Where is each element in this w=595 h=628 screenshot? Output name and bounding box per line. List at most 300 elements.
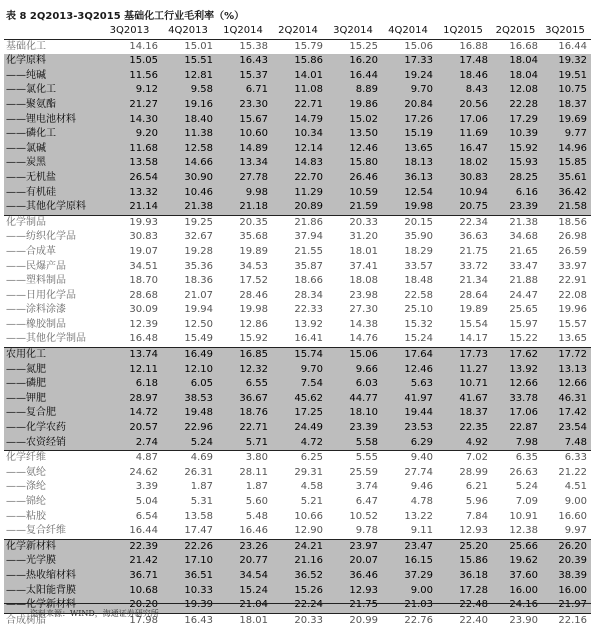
row-label: 农用化工 (4, 348, 100, 363)
value-cell: 3.74 (355, 481, 378, 493)
value-cell: 10.94 (437, 186, 492, 201)
value-cell: 12.66 (492, 377, 542, 392)
value-cell: 10.91 (509, 510, 538, 522)
value-cell: 35.90 (404, 231, 433, 243)
value-cell: 10.68 (100, 584, 162, 599)
row-label: ——农资经销 (4, 436, 100, 451)
value-cell: 9.40 (382, 451, 437, 466)
table-row (4, 554, 591, 569)
value-cell: 14.79 (272, 113, 327, 128)
value-cell: 10.39 (492, 127, 542, 142)
row-label: ——光学膜 (4, 554, 100, 569)
value-cell: 23.26 (217, 539, 272, 554)
row-label: 基础化工 (6, 40, 46, 52)
table-title: 表 8 2Q2013-3Q2015 基础化工行业毛利率（%） (6, 11, 245, 22)
table-row (4, 363, 591, 378)
value-cell: 11.08 (272, 83, 327, 98)
value-cell: 21.07 (184, 289, 213, 301)
value-cell: 21.38 (162, 200, 217, 215)
value-cell: 19.51 (542, 69, 591, 84)
value-cell: 9.46 (410, 481, 433, 493)
value-cell: 20.84 (382, 98, 437, 113)
table-row (4, 318, 591, 333)
value-cell: 18.46 (437, 69, 492, 84)
value-cell: 15.22 (509, 333, 538, 345)
value-cell: 35.61 (542, 171, 591, 186)
value-cell: 4.58 (300, 481, 323, 493)
value-cell: 7.84 (465, 510, 488, 522)
value-cell: 21.65 (509, 245, 538, 257)
value-cell: 22.34 (437, 215, 492, 230)
value-cell: 20.75 (437, 200, 492, 215)
value-cell: 6.18 (100, 377, 162, 392)
row-label: 化学纤维 (4, 451, 100, 466)
row-label: ——合成革 (6, 245, 56, 257)
row-label: 合成树脂 (4, 613, 100, 628)
value-cell: 12.11 (100, 363, 162, 378)
value-cell: 23.47 (382, 539, 437, 554)
value-cell: 19.16 (162, 98, 217, 113)
value-cell: 18.01 (349, 245, 378, 257)
row-label: 化学原料 (4, 54, 100, 69)
value-cell: 17.06 (437, 113, 492, 128)
value-cell: 21.88 (509, 275, 538, 287)
value-cell: 15.38 (239, 40, 268, 52)
value-cell: 11.27 (437, 363, 492, 378)
value-cell: 16.15 (382, 554, 437, 569)
value-cell: 11.38 (162, 127, 217, 142)
value-cell: 38.53 (162, 392, 217, 407)
value-cell: 12.66 (542, 377, 591, 392)
value-cell: 17.26 (382, 113, 437, 128)
value-cell: 4.92 (437, 436, 492, 451)
value-cell: 14.16 (129, 40, 158, 52)
value-cell: 11.68 (100, 142, 162, 157)
value-cell: 16.41 (294, 333, 323, 345)
value-cell: 13.32 (100, 186, 162, 201)
value-cell: 15.25 (349, 40, 378, 52)
value-cell: 17.72 (542, 348, 591, 363)
row-label: ——纺织化学品 (6, 231, 76, 243)
value-cell: 23.53 (382, 421, 437, 436)
value-cell: 24.47 (509, 289, 538, 301)
value-cell: 16.44 (327, 69, 382, 84)
value-cell: 45.62 (272, 392, 327, 407)
value-cell: 17.28 (437, 584, 492, 599)
value-cell: 36.18 (437, 569, 492, 584)
value-cell: 10.75 (542, 83, 591, 98)
value-cell: 44.77 (327, 392, 382, 407)
value-cell: 33.97 (558, 260, 587, 272)
value-cell: 7.09 (515, 496, 538, 507)
value-cell: 18.13 (382, 156, 437, 171)
value-cell: 15.92 (492, 142, 542, 157)
table-row (4, 421, 591, 436)
table-row (4, 377, 591, 392)
value-cell: 21.04 (217, 598, 272, 613)
value-cell: 19.96 (558, 304, 587, 316)
value-cell: 23.39 (492, 200, 542, 215)
row-label: ——化学新材料 (4, 598, 100, 613)
row-label: ——无机盐 (4, 171, 100, 186)
value-cell: 16.20 (327, 54, 382, 69)
value-cell: 35.36 (184, 260, 213, 272)
value-cell: 14.17 (459, 333, 488, 345)
table-row (4, 142, 591, 157)
value-cell: 19.89 (239, 245, 268, 257)
value-cell: 6.29 (382, 436, 437, 451)
row-label: ——太阳能背膜 (4, 584, 100, 599)
value-cell: 17.62 (492, 348, 542, 363)
row-label: ——涤纶 (6, 481, 46, 493)
value-cell: 26.20 (542, 539, 591, 554)
value-cell: 18.04 (492, 54, 542, 69)
value-cell: 33.72 (459, 260, 488, 272)
value-cell: 19.94 (184, 304, 213, 316)
table-row (4, 186, 591, 201)
table-row (4, 524, 591, 539)
row-label: ——氮肥 (4, 363, 100, 378)
value-cell: 1.87 (245, 481, 268, 493)
value-cell: 5.60 (245, 496, 268, 507)
value-cell: 16.47 (437, 142, 492, 157)
table-row (4, 539, 591, 554)
value-cell: 21.75 (327, 598, 382, 613)
value-cell: 27.78 (217, 171, 272, 186)
table-row (4, 171, 591, 186)
value-cell: 15.67 (217, 113, 272, 128)
value-cell: 2.74 (100, 436, 162, 451)
value-cell: 41.67 (437, 392, 492, 407)
value-cell: 10.60 (217, 127, 272, 142)
value-cell: 10.34 (272, 127, 327, 142)
value-cell: 33.57 (404, 260, 433, 272)
table-row (4, 200, 591, 215)
value-cell: 34.54 (217, 569, 272, 584)
table-row (4, 260, 591, 275)
value-cell: 16.00 (542, 584, 591, 599)
value-cell: 7.02 (437, 451, 492, 466)
value-cell: 19.69 (542, 113, 591, 128)
value-cell: 15.32 (404, 318, 433, 330)
value-cell: 18.01 (217, 613, 272, 628)
value-cell: 36.51 (162, 569, 217, 584)
table-row (4, 436, 591, 451)
table-row (4, 510, 591, 525)
table-row (4, 569, 591, 584)
value-cell: 21.59 (327, 200, 382, 215)
value-cell: 20.39 (542, 554, 591, 569)
value-cell: 15.92 (239, 333, 268, 345)
value-cell: 15.86 (437, 554, 492, 569)
value-cell: 15.80 (327, 156, 382, 171)
value-cell: 23.98 (349, 289, 378, 301)
value-cell: 4.72 (272, 436, 327, 451)
value-cell: 22.26 (162, 539, 217, 554)
table-row (4, 83, 591, 98)
table-row (4, 303, 591, 318)
value-cell: 15.85 (542, 156, 591, 171)
value-cell: 9.66 (327, 363, 382, 378)
value-cell: 22.28 (492, 98, 542, 113)
row-label: 化学新材料 (4, 539, 100, 554)
value-cell: 9.78 (355, 525, 378, 537)
value-cell: 20.35 (217, 215, 272, 230)
value-cell: 26.46 (327, 171, 382, 186)
value-cell: 23.97 (327, 539, 382, 554)
value-cell: 18.56 (542, 215, 591, 230)
value-cell: 21.86 (272, 215, 327, 230)
source-note: 资料来源：WIND，海通证券研究所 (30, 609, 159, 618)
value-cell: 13.92 (294, 318, 323, 330)
value-cell: 20.89 (272, 200, 327, 215)
value-cell: 33.78 (492, 392, 542, 407)
value-cell: 27.30 (349, 304, 378, 316)
value-cell: 15.02 (327, 113, 382, 128)
table-row (4, 215, 591, 230)
value-cell: 22.08 (558, 289, 587, 301)
value-cell: 5.04 (135, 496, 158, 507)
value-cell: 25.65 (509, 304, 538, 316)
row-label: ——热收缩材料 (4, 569, 100, 584)
value-cell: 36.71 (100, 569, 162, 584)
value-cell: 15.05 (100, 54, 162, 69)
value-cell: 21.34 (459, 275, 488, 287)
value-cell: 24.21 (272, 539, 327, 554)
value-cell: 11.29 (272, 186, 327, 201)
row-label: ——氯碱 (4, 142, 100, 157)
value-cell: 15.26 (272, 584, 327, 599)
value-cell: 26.59 (558, 245, 587, 257)
value-cell: 5.48 (245, 510, 268, 522)
header-cell-period: 3Q2013 (100, 24, 162, 39)
value-cell: 13.50 (327, 127, 382, 142)
value-cell: 6.05 (162, 377, 217, 392)
value-cell: 22.39 (100, 539, 162, 554)
value-cell: 6.33 (542, 451, 591, 466)
value-cell: 22.87 (492, 421, 542, 436)
value-cell: 13.65 (558, 333, 587, 345)
header-cell-period: 3Q2014 (327, 24, 382, 39)
value-cell: 22.96 (162, 421, 217, 436)
table-row (4, 466, 591, 481)
value-cell: 15.06 (327, 348, 382, 363)
value-cell: 21.38 (492, 215, 542, 230)
value-cell: 5.71 (217, 436, 272, 451)
value-cell: 13.13 (542, 363, 591, 378)
table-row (4, 495, 591, 510)
row-label: ——磷化工 (4, 127, 100, 142)
value-cell: 17.33 (382, 54, 437, 69)
value-cell: 12.58 (162, 142, 217, 157)
table-row (4, 348, 591, 363)
table-row (4, 54, 591, 69)
value-cell: 37.41 (349, 260, 378, 272)
value-cell: 12.81 (162, 69, 217, 84)
value-cell: 5.24 (515, 481, 538, 493)
value-cell: 16.48 (129, 333, 158, 345)
value-cell: 15.97 (509, 318, 538, 330)
value-cell: 21.16 (272, 554, 327, 569)
value-cell: 20.20 (100, 598, 162, 613)
value-cell: 15.79 (294, 40, 323, 52)
value-cell: 27.74 (404, 466, 433, 478)
value-cell: 18.29 (404, 245, 433, 257)
value-cell: 23.54 (542, 421, 591, 436)
table-row (4, 69, 591, 84)
value-cell: 17.29 (492, 113, 542, 128)
table-row (4, 332, 591, 347)
value-cell: 17.52 (239, 275, 268, 287)
value-cell: 22.48 (437, 598, 492, 613)
value-cell: 14.66 (162, 156, 217, 171)
value-cell: 18.70 (129, 275, 158, 287)
row-label: ——锂电池材料 (4, 113, 100, 128)
value-cell: 22.16 (542, 613, 591, 628)
value-cell: 11.69 (437, 127, 492, 142)
value-cell: 16.00 (492, 584, 542, 599)
value-cell: 31.20 (349, 231, 378, 243)
value-cell: 17.47 (184, 525, 213, 537)
value-cell: 19.86 (327, 98, 382, 113)
value-cell: 14.30 (100, 113, 162, 128)
row-label: ——纯碱 (4, 69, 100, 84)
value-cell: 12.46 (382, 363, 437, 378)
value-cell: 20.33 (272, 613, 327, 628)
value-cell: 28.68 (129, 289, 158, 301)
value-cell: 19.98 (239, 304, 268, 316)
value-cell: 4.69 (162, 451, 217, 466)
row-label: ——复合肥 (4, 406, 100, 421)
value-cell: 12.93 (327, 584, 382, 599)
row-label: ——炭黑 (4, 156, 100, 171)
value-cell: 6.25 (272, 451, 327, 466)
header-cell-period: 4Q2013 (162, 24, 217, 39)
value-cell: 22.76 (382, 613, 437, 628)
row-label: ——橡胶制品 (6, 318, 66, 330)
value-cell: 26.63 (509, 466, 538, 478)
value-cell: 14.76 (349, 333, 378, 345)
value-cell: 23.39 (327, 421, 382, 436)
value-cell: 6.47 (355, 496, 378, 507)
value-cell: 14.38 (349, 318, 378, 330)
value-cell: 28.25 (492, 171, 542, 186)
value-cell: 19.44 (382, 406, 437, 421)
value-cell: 25.66 (492, 539, 542, 554)
value-cell: 21.58 (542, 200, 591, 215)
value-cell: 22.35 (437, 421, 492, 436)
value-cell: 37.94 (294, 231, 323, 243)
header-cell-period: 4Q2014 (382, 24, 437, 39)
value-cell: 26.54 (100, 171, 162, 186)
value-cell: 22.71 (272, 98, 327, 113)
value-cell: 22.40 (437, 613, 492, 628)
header-row (4, 24, 591, 39)
value-cell: 12.93 (459, 525, 488, 537)
value-cell: 16.43 (162, 613, 217, 628)
value-cell: 19.98 (382, 200, 437, 215)
value-cell: 17.06 (492, 406, 542, 421)
value-cell: 21.75 (459, 245, 488, 257)
value-cell: 18.08 (349, 275, 378, 287)
value-cell: 17.25 (272, 406, 327, 421)
value-cell: 14.83 (272, 156, 327, 171)
value-cell: 12.39 (129, 318, 158, 330)
value-cell: 30.09 (129, 304, 158, 316)
value-cell: 19.39 (162, 598, 217, 613)
value-cell: 1.87 (190, 481, 213, 493)
value-cell: 9.97 (564, 525, 587, 537)
value-cell: 6.16 (492, 186, 542, 201)
value-cell: 19.93 (100, 215, 162, 230)
value-cell: 12.14 (272, 142, 327, 157)
value-cell: 34.68 (509, 231, 538, 243)
value-cell: 28.64 (459, 289, 488, 301)
value-cell: 15.93 (492, 156, 542, 171)
value-cell: 19.25 (162, 215, 217, 230)
value-cell: 17.98 (100, 613, 162, 628)
value-cell: 19.89 (459, 304, 488, 316)
value-cell: 12.50 (184, 318, 213, 330)
value-cell: 23.90 (492, 613, 542, 628)
value-cell: 9.58 (162, 83, 217, 98)
value-cell: 28.97 (100, 392, 162, 407)
value-cell: 20.33 (327, 215, 382, 230)
value-cell: 5.55 (327, 451, 382, 466)
value-cell: 15.49 (184, 333, 213, 345)
value-cell: 37.60 (492, 569, 542, 584)
row-label: ——其他化学原料 (4, 200, 100, 215)
value-cell: 46.31 (542, 392, 591, 407)
value-cell: 13.58 (100, 156, 162, 171)
value-cell: 13.65 (382, 142, 437, 157)
table-row (4, 113, 591, 128)
value-cell: 13.92 (492, 363, 542, 378)
table-row (4, 245, 591, 260)
value-cell: 8.89 (327, 83, 382, 98)
value-cell: 3.80 (217, 451, 272, 466)
value-cell: 17.42 (542, 406, 591, 421)
value-cell: 13.22 (404, 510, 433, 522)
value-cell: 22.71 (217, 421, 272, 436)
table-row (4, 584, 591, 599)
value-cell: 5.63 (382, 377, 437, 392)
value-cell: 9.00 (564, 496, 587, 507)
table-row (4, 406, 591, 421)
value-cell: 18.36 (184, 275, 213, 287)
row-label: ——民爆产品 (6, 260, 66, 272)
value-cell: 33.47 (509, 260, 538, 272)
value-cell: 19.07 (129, 245, 158, 257)
value-cell: 15.54 (459, 318, 488, 330)
value-cell: 21.42 (100, 554, 162, 569)
value-cell: 18.37 (437, 406, 492, 421)
table-row (4, 289, 591, 304)
value-cell: 9.12 (100, 83, 162, 98)
value-cell: 16.88 (459, 40, 488, 52)
value-cell: 5.21 (300, 496, 323, 507)
row-label: ——聚氨酯 (4, 98, 100, 113)
value-cell: 36.52 (272, 569, 327, 584)
value-cell: 15.86 (272, 54, 327, 69)
value-cell: 19.48 (162, 406, 217, 421)
value-cell: 20.57 (100, 421, 162, 436)
value-cell: 20.77 (217, 554, 272, 569)
value-cell: 4.78 (410, 496, 433, 507)
value-cell: 34.53 (239, 260, 268, 272)
value-cell: 34.51 (129, 260, 158, 272)
row-label: ——有机硅 (4, 186, 100, 201)
